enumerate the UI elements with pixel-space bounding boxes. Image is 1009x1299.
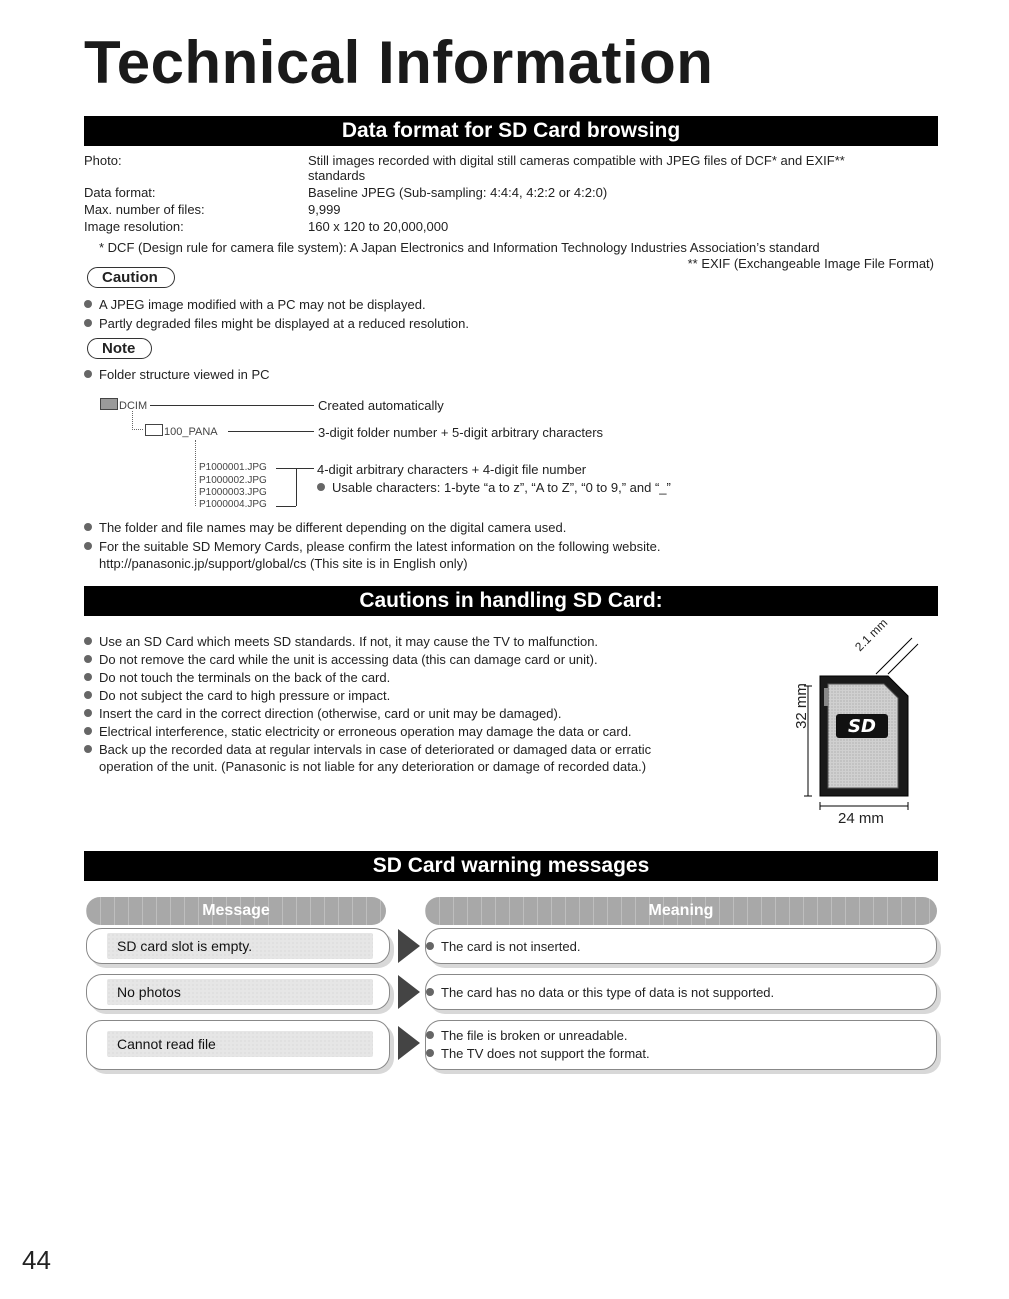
spec-label-resolution: Image resolution: bbox=[84, 219, 184, 234]
tree-root-desc: Created automatically bbox=[318, 398, 444, 413]
caution-list-item: Insert the card in the correct direction (otherwise, card or unit may be damaged). bbox=[84, 705, 561, 722]
message-text: SD card slot is empty. bbox=[107, 933, 373, 959]
spec-value-max-files: 9,999 bbox=[308, 202, 341, 217]
footnote-dcf: * DCF (Design rule for camera file system): A Japan Electronics and Information Technology Industries Association’s standard bbox=[99, 240, 820, 255]
caution-item: Partly degraded files might be displayed at a reduced resolution. bbox=[84, 315, 469, 332]
bullet-icon bbox=[84, 691, 92, 699]
message-box bbox=[86, 974, 390, 1010]
meaning-item: The card is not inserted. bbox=[426, 938, 580, 955]
leader-line bbox=[150, 405, 314, 406]
info-item: For the suitable SD Memory Cards, please confirm the latest information on the following website. bbox=[84, 538, 660, 555]
caution-list-item: Back up the recorded data at regular intervals in case of deteriorated or damaged data or erratic bbox=[84, 741, 651, 758]
bullet-icon bbox=[426, 988, 434, 996]
tree-file: P1000003.JPG bbox=[199, 487, 267, 498]
meaning-item: The TV does not support the format. bbox=[426, 1045, 650, 1062]
meaning-item: The card has no data or this type of data is not supported. bbox=[426, 984, 774, 1001]
bullet-icon bbox=[426, 1049, 434, 1057]
caution-label: Caution bbox=[87, 267, 175, 288]
leader-line bbox=[276, 506, 296, 507]
arrow-right-icon bbox=[398, 1026, 420, 1060]
tree-root: DCIM bbox=[100, 398, 147, 412]
spec-value-photo-cont: standards bbox=[308, 168, 366, 183]
spec-label-photo: Photo: bbox=[84, 153, 122, 168]
bullet-icon bbox=[84, 300, 92, 308]
leader-line bbox=[276, 468, 314, 469]
meaning-box bbox=[425, 974, 937, 1010]
spec-label-max-files: Max. number of files: bbox=[84, 202, 205, 217]
dimension-thickness: 2.1 mm bbox=[852, 615, 891, 654]
caution-list-item: Electrical interference, static electricity or erroneous operation may damage the data or card. bbox=[84, 723, 632, 740]
spec-value-resolution: 160 x 120 to 20,000,000 bbox=[308, 219, 449, 234]
tree-usable-chars: Usable characters: 1-byte “a to z”, “A to Z”, “0 to 9,” and “_” bbox=[317, 479, 671, 496]
bullet-icon bbox=[317, 483, 325, 491]
leader-line bbox=[228, 431, 314, 432]
spec-value-photo: Still images recorded with digital still cameras compatible with JPEG files of DCF* and EXIF** bbox=[308, 153, 845, 168]
caution-list-item: Do not subject the card to high pressure or impact. bbox=[84, 687, 390, 704]
tree-files-desc: 4-digit arbitrary characters + 4-digit file number bbox=[317, 462, 587, 477]
bullet-icon bbox=[84, 745, 92, 753]
support-url: http://panasonic.jp/support/global/cs (This site is in English only) bbox=[99, 556, 468, 571]
section-heading-data-format: Data format for SD Card browsing bbox=[84, 116, 938, 146]
message-text: Cannot read file bbox=[107, 1031, 373, 1057]
page-title: Technical Information bbox=[84, 29, 714, 96]
open-folder-icon bbox=[145, 424, 163, 436]
section-heading-warnings: SD Card warning messages bbox=[84, 851, 938, 881]
tree-file: P1000002.JPG bbox=[199, 475, 267, 486]
bullet-icon bbox=[84, 319, 92, 327]
bullet-icon bbox=[84, 673, 92, 681]
arrow-right-icon bbox=[398, 975, 420, 1009]
note-label: Note bbox=[87, 338, 152, 359]
caution-list-item: Use an SD Card which meets SD standards. If not, it may cause the TV to malfunction. bbox=[84, 633, 598, 650]
caution-list-item-cont: operation of the unit. (Panasonic is not liable for any deterioration or damage of recorded data.) bbox=[99, 759, 647, 774]
tree-file: P1000001.JPG bbox=[199, 462, 267, 473]
folder-icon bbox=[100, 398, 118, 410]
caution-list-item: Do not touch the terminals on the back of the card. bbox=[84, 669, 390, 686]
bullet-icon bbox=[84, 637, 92, 645]
tree-connector bbox=[195, 440, 197, 506]
page-number: 44 bbox=[22, 1245, 51, 1275]
column-header-message: Message bbox=[86, 897, 386, 925]
spec-label-data-format: Data format: bbox=[84, 185, 156, 200]
dimension-height: 32 mm bbox=[793, 683, 810, 729]
caution-item: A JPEG image modified with a PC may not be displayed. bbox=[84, 296, 426, 313]
tree-folder-desc: 3-digit folder number + 5-digit arbitrary characters bbox=[318, 425, 604, 440]
info-item: The folder and file names may be different depending on the digital camera used. bbox=[84, 519, 566, 536]
message-box bbox=[86, 928, 390, 964]
bullet-icon bbox=[84, 727, 92, 735]
bullet-icon bbox=[84, 523, 92, 531]
meaning-box bbox=[425, 1020, 937, 1070]
bullet-icon bbox=[84, 655, 92, 663]
bullet-icon bbox=[426, 942, 434, 950]
caution-list-item: Do not remove the card while the unit is accessing data (this can damage card or unit). bbox=[84, 651, 598, 668]
meaning-item: The file is broken or unreadable. bbox=[426, 1027, 627, 1044]
message-box bbox=[86, 1020, 390, 1070]
column-header-meaning: Meaning bbox=[425, 897, 937, 925]
spec-value-data-format: Baseline JPEG (Sub-sampling: 4:4:4, 4:2:2 or 4:2:0) bbox=[308, 185, 608, 200]
svg-text:SD: SD bbox=[848, 716, 876, 737]
tree-folder: 100_PANA bbox=[145, 424, 218, 438]
section-heading-cautions: Cautions in handling SD Card: bbox=[84, 586, 938, 616]
arrow-right-icon bbox=[398, 929, 420, 963]
note-item: Folder structure viewed in PC bbox=[84, 366, 270, 383]
footnote-exif: ** EXIF (Exchangeable Image File Format) bbox=[687, 256, 934, 271]
bullet-icon bbox=[84, 542, 92, 550]
message-text: No photos bbox=[107, 979, 373, 1005]
meaning-box bbox=[425, 928, 937, 964]
bullet-icon bbox=[84, 370, 92, 378]
tree-connector bbox=[132, 411, 143, 430]
bracket-line bbox=[296, 468, 297, 506]
tree-file: P1000004.JPG bbox=[199, 499, 267, 510]
dimension-width: 24 mm bbox=[838, 810, 884, 827]
bullet-icon bbox=[84, 709, 92, 717]
bullet-icon bbox=[426, 1031, 434, 1039]
